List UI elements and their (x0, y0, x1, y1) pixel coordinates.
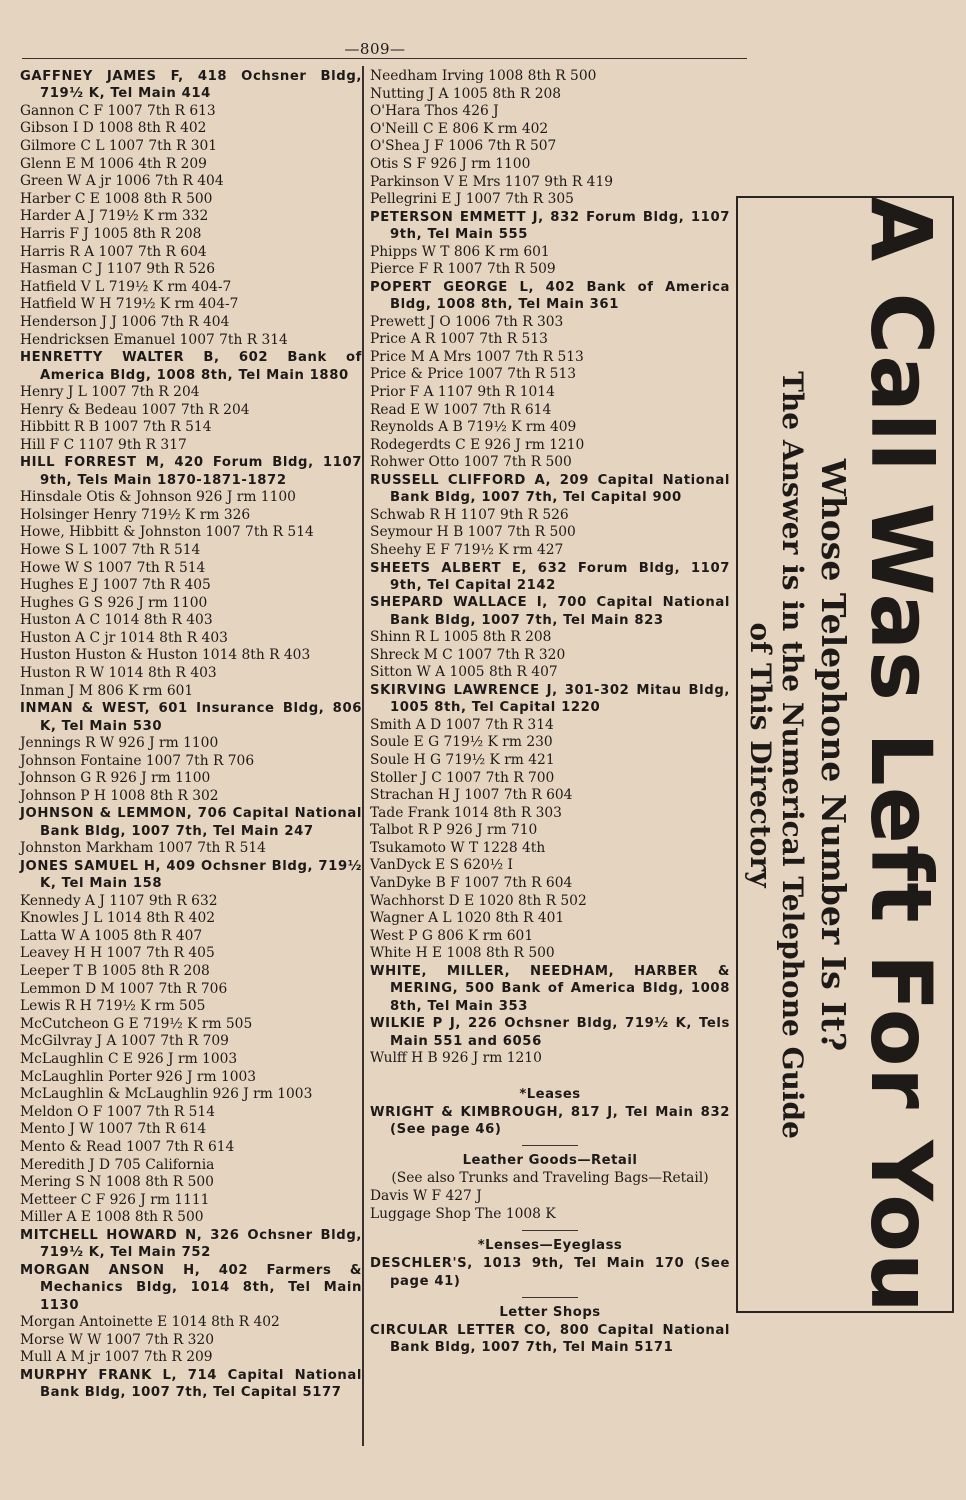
directory-entry: Morgan Antoinette E 1014 8th R 402 (20, 1313, 280, 1330)
directory-entry: Pellegrini E J 1007 7th R 305 (370, 191, 574, 208)
directory-entry: McGilvray J A 1007 7th R 709 (20, 1033, 229, 1050)
directory-entry: Green W A jr 1006 7th R 404 (20, 173, 224, 190)
directory-entry: Mering S N 1008 8th R 500 (20, 1174, 214, 1191)
directory-entry: Gannon C F 1007 7th R 613 (20, 102, 216, 119)
directory-entry: Soule H G 719½ K rm 421 (370, 751, 555, 768)
directory-entry: Wachhorst D E 1020 8th R 502 (370, 892, 587, 909)
directory-entry-featured: HENRETTY WALTER B, 602 Bank of America Bldg, 1008 8th, Tel Main 1880 (20, 350, 362, 383)
directory-entry: Shinn R L 1005 8th R 208 (370, 629, 552, 646)
directory-entry: Hasman C J 1107 9th R 526 (20, 261, 215, 278)
directory-entry: Read E W 1007 7th R 614 (370, 401, 552, 418)
directory-entry-featured: MURPHY FRANK L, 714 Capital National Bank Bldg, 1007 7th, Tel Capital 5177 (20, 1367, 362, 1401)
directory-entry: Latta W A 1005 8th R 407 (20, 927, 203, 944)
directory-entry-featured: GAFFNEY JAMES F, 418 Ochsner Bldg, 719½ K, Tel Main 414 (20, 69, 362, 102)
directory-entry: Henry & Bedeau 1007 7th R 204 (20, 401, 250, 418)
directory-entry-featured: HILL FORREST M, 420 Forum Bldg, 1107 9th, Tels Main 1870-1871-1872 (20, 455, 362, 488)
directory-entry: Luggage Shop The 1008 K (370, 1205, 556, 1222)
directory-entry: Henderson J J 1006 7th R 404 (20, 313, 230, 330)
directory-entry: Harris F J 1005 8th R 208 (20, 225, 202, 242)
directory-entry: Hatfield V L 719½ K rm 404-7 (20, 278, 232, 295)
directory-entry: O'Neill C E 806 K rm 402 (370, 120, 549, 137)
directory-entry: Lemmon D M 1007 7th R 706 (20, 980, 228, 997)
directory-entry: Reynolds A B 719½ K rm 409 (370, 419, 577, 436)
directory-entry: Leavey H H 1007 7th R 405 (20, 945, 215, 962)
directory-entry: McLaughlin & McLaughlin 926 J rm 1003 (20, 1086, 313, 1103)
directory-entry-featured: INMAN & WEST, 601 Insurance Bldg, 806 K, Tel Main 530 (20, 701, 362, 734)
directory-entry: Johnson G R 926 J rm 1100 (20, 770, 211, 787)
directory-entry-featured: WHITE, MILLER, NEEDHAM, HARBER & MERING, 500 Bank of America Bldg, 1008 8th, Tel Main 353 (370, 964, 730, 1014)
directory-entry-featured: JOHNSON & LEMMON, 706 Capital National Bank Bldg, 1007 7th, Tel Main 247 (20, 806, 362, 839)
advertisement-text (740, 195, 950, 1314)
directory-entry: Strachan H J 1007 7th R 604 (370, 787, 573, 804)
section-divider (522, 1145, 578, 1146)
directory-entry: Phipps W T 806 K rm 601 (370, 243, 550, 260)
directory-entry: Meldon O F 1007 7th R 514 (20, 1103, 215, 1120)
ad-title: A Call Was Left For You (852, 195, 950, 1314)
directory-entry: Howe S L 1007 7th R 514 (20, 541, 201, 558)
directory-entry: Needham Irving 1008 8th R 500 (370, 68, 597, 84)
directory-entry: VanDyck E S 620½ I (370, 857, 513, 874)
directory-entry: Howe W S 1007 7th R 514 (20, 559, 206, 576)
directory-entry: Hibbitt R B 1007 7th R 514 (20, 419, 212, 436)
directory-entry-featured: PETERSON EMMETT J, 832 Forum Bldg, 1107 9th, Tel Main 555 (370, 209, 730, 243)
directory-entry: Huston Huston & Huston 1014 8th R 403 (20, 647, 311, 664)
directory-entry: Kennedy A J 1107 9th R 632 (20, 892, 218, 909)
directory-entry: West P G 806 K rm 601 (370, 927, 534, 944)
page-number-rule (22, 58, 747, 59)
directory-entry: Knowles J L 1014 8th R 402 (20, 910, 216, 927)
section-divider (522, 1297, 578, 1298)
directory-entry: Mull A M jr 1007 7th R 209 (20, 1349, 213, 1366)
directory-entry: Davis W F 427 J (370, 1188, 482, 1205)
section-heading: *Lenses—Eyeglass (477, 1238, 623, 1254)
directory-entry-featured: MORGAN ANSON H, 402 Farmers & Mechanics Bldg, 1014 8th, Tel Main 1130 (20, 1262, 362, 1313)
directory-entry: Howe, Hibbitt & Johnston 1007 7th R 514 (20, 524, 314, 541)
directory-entry: Johnson Fontaine 1007 7th R 706 (20, 752, 255, 769)
directory-entry: Huston A C 1014 8th R 403 (20, 612, 213, 629)
directory-entry: Seymour H B 1007 7th R 500 (370, 524, 576, 541)
directory-entry: Tsukamoto W T 1228 4th (370, 839, 546, 856)
right-column (370, 68, 730, 1357)
page-number: —809— (344, 40, 406, 58)
directory-entry: Huston A C jr 1014 8th R 403 (20, 629, 228, 646)
directory-entry: Henry J L 1007 7th R 204 (20, 383, 200, 400)
directory-entry: Parkinson V E Mrs 1107 9th R 419 (370, 173, 613, 190)
directory-entry: Otis S F 926 J rm 1100 (370, 155, 531, 172)
directory-entry: Price A R 1007 7th R 513 (370, 331, 548, 348)
directory-entry: Hughes E J 1007 7th R 405 (20, 577, 211, 594)
section-gap (370, 1068, 730, 1080)
directory-entry: Gibson I D 1008 8th R 402 (20, 120, 207, 137)
directory-entry: Stoller J C 1007 7th R 700 (370, 769, 555, 786)
directory-entry: Price & Price 1007 7th R 513 (370, 366, 577, 383)
directory-entry: O'Shea J F 1006 7th R 507 (370, 138, 557, 155)
section-note: (See also Trunks and Traveling Bags—Retail) (391, 1170, 709, 1187)
directory-entry-featured: WILKIE P J, 226 Ochsner Bldg, 719½ K, Tels Main 551 and 6056 (370, 1016, 730, 1049)
directory-entry: Smith A D 1007 7th R 314 (370, 716, 554, 733)
directory-entry: Hill F C 1107 9th R 317 (20, 436, 187, 453)
directory-entry: Rohwer Otto 1007 7th R 500 (370, 454, 572, 471)
directory-entry-featured: WRIGHT & KIMBROUGH, 817 J, Tel Main 832 (See page 46) (370, 1104, 730, 1138)
directory-entry-featured: SKIRVING LAWRENCE J, 301-302 Mitau Bldg, 1005 8th, Tel Capital 1220 (370, 682, 730, 716)
directory-entry-featured: SHEETS ALBERT E, 632 Forum Bldg, 1107 9th, Tel Capital 2142 (370, 560, 730, 593)
ad-answer: The Answer is in the Numerical Telephone Guide (776, 370, 809, 1139)
directory-entry: Leeper T B 1005 8th R 208 (20, 963, 210, 980)
column-divider (362, 66, 364, 1446)
directory-entry: VanDyke B F 1007 7th R 604 (370, 875, 573, 892)
directory-entry: Johnston Markham 1007 7th R 514 (20, 840, 266, 857)
directory-entry: Johnson P H 1008 8th R 302 (20, 787, 219, 804)
directory-entry-featured: RUSSELL CLIFFORD A, 209 Capital National Bank Bldg, 1007 7th, Tel Capital 900 (370, 472, 730, 506)
directory-entry-featured: MITCHELL HOWARD N, 326 Ochsner Bldg, 719½ K, Tel Main 752 (20, 1227, 362, 1261)
directory-entry: Wagner A L 1020 8th R 401 (370, 910, 565, 927)
directory-entry: Hinsdale Otis & Johnson 926 J rm 1100 (20, 489, 296, 506)
directory-entry: Meredith J D 705 California (20, 1156, 215, 1173)
directory-entry: Prior F A 1107 9th R 1014 (370, 383, 555, 400)
directory-entry: McLaughlin Porter 926 J rm 1003 (20, 1068, 257, 1085)
directory-entry: Sitton W A 1005 8th R 407 (370, 664, 558, 681)
directory-entry: Prewett J O 1006 7th R 303 (370, 313, 564, 330)
ad-answer-cont: of This Directory (744, 622, 777, 887)
directory-entry: Talbot R P 926 J rm 710 (370, 822, 538, 839)
directory-entry-featured: SHEPARD WALLACE I, 700 Capital National Bank Bldg, 1007 7th, Tel Main 823 (370, 595, 730, 628)
directory-entry: Hendricksen Emanuel 1007 7th R 314 (20, 331, 288, 348)
directory-entry: McCutcheon G E 719½ K rm 505 (20, 1015, 253, 1032)
directory-entry: Wulff H B 926 J rm 1210 (370, 1050, 542, 1067)
advertisement-box (736, 196, 954, 1313)
directory-entry: McLaughlin C E 926 J rm 1003 (20, 1051, 238, 1067)
directory-entry: Tade Frank 1014 8th R 303 (370, 804, 562, 821)
directory-entry: Metteer C F 926 J rm 1111 (20, 1191, 210, 1208)
directory-entry: Sheehy E F 719½ K rm 427 (370, 541, 564, 558)
directory-entry: Schwab R H 1107 9th R 526 (370, 506, 569, 523)
directory-entry-featured: POPERT GEORGE L, 402 Bank of America Bldg, 1008 8th, Tel Main 361 (370, 279, 730, 313)
directory-entry: Mento & Read 1007 7th R 614 (20, 1138, 235, 1155)
directory-entry: Gilmore C L 1007 7th R 301 (20, 138, 218, 154)
directory-entry: Pierce F R 1007 7th R 509 (370, 261, 556, 278)
directory-entry: White H E 1008 8th R 500 (370, 945, 555, 962)
directory-entry: Soule E G 719½ K rm 230 (370, 734, 553, 751)
directory-entry-featured: JONES SAMUEL H, 409 Ochsner Bldg, 719½ K, Tel Main 158 (20, 858, 362, 892)
left-column (20, 68, 362, 1402)
directory-entry: Jennings R W 926 J rm 1100 (20, 735, 219, 752)
directory-entry-featured: CIRCULAR LETTER CO, 800 Capital National Bank Bldg, 1007 7th, Tel Main 5171 (370, 1323, 730, 1356)
directory-entry: Glenn E M 1006 4th R 209 (20, 155, 207, 172)
section-heading: *Leases (519, 1086, 581, 1102)
ad-question: Whose Telephone Number Is It? (814, 458, 853, 1051)
directory-entry: Harder A J 719½ K rm 332 (20, 208, 209, 225)
directory-entry: Holsinger Henry 719½ K rm 326 (20, 506, 251, 523)
directory-entry: O'Hara Thos 426 J (370, 103, 499, 120)
directory-entry-featured: DESCHLER'S, 1013 9th, Tel Main 170 (See page 41) (370, 1256, 730, 1289)
directory-entry: Nutting J A 1005 8th R 208 (370, 85, 562, 102)
section-heading: Leather Goods—Retail (462, 1153, 638, 1169)
directory-entry: Inman J M 806 K rm 601 (20, 682, 194, 699)
directory-entry: Harber C E 1008 8th R 500 (20, 190, 213, 207)
directory-entry: Harris R A 1007 7th R 604 (20, 243, 207, 260)
directory-entry: Hatfield W H 719½ K rm 404-7 (20, 296, 239, 313)
directory-entry: Price M A Mrs 1007 7th R 513 (370, 348, 584, 365)
directory-entry: Mento J W 1007 7th R 614 (20, 1121, 207, 1138)
directory-entry: Morse W W 1007 7th R 320 (20, 1331, 214, 1348)
directory-entry: Miller A E 1008 8th R 500 (20, 1209, 204, 1226)
directory-entry: Huston R W 1014 8th R 403 (20, 665, 217, 682)
directory-entry: Shreck M C 1007 7th R 320 (370, 646, 566, 663)
directory-entry: Lewis R H 719½ K rm 505 (20, 998, 206, 1015)
directory-entry: Rodegerdts C E 926 J rm 1210 (370, 436, 585, 453)
section-heading: Letter Shops (499, 1305, 601, 1321)
directory-entry: Hughes G S 926 J rm 1100 (20, 594, 208, 611)
section-divider (522, 1230, 578, 1231)
